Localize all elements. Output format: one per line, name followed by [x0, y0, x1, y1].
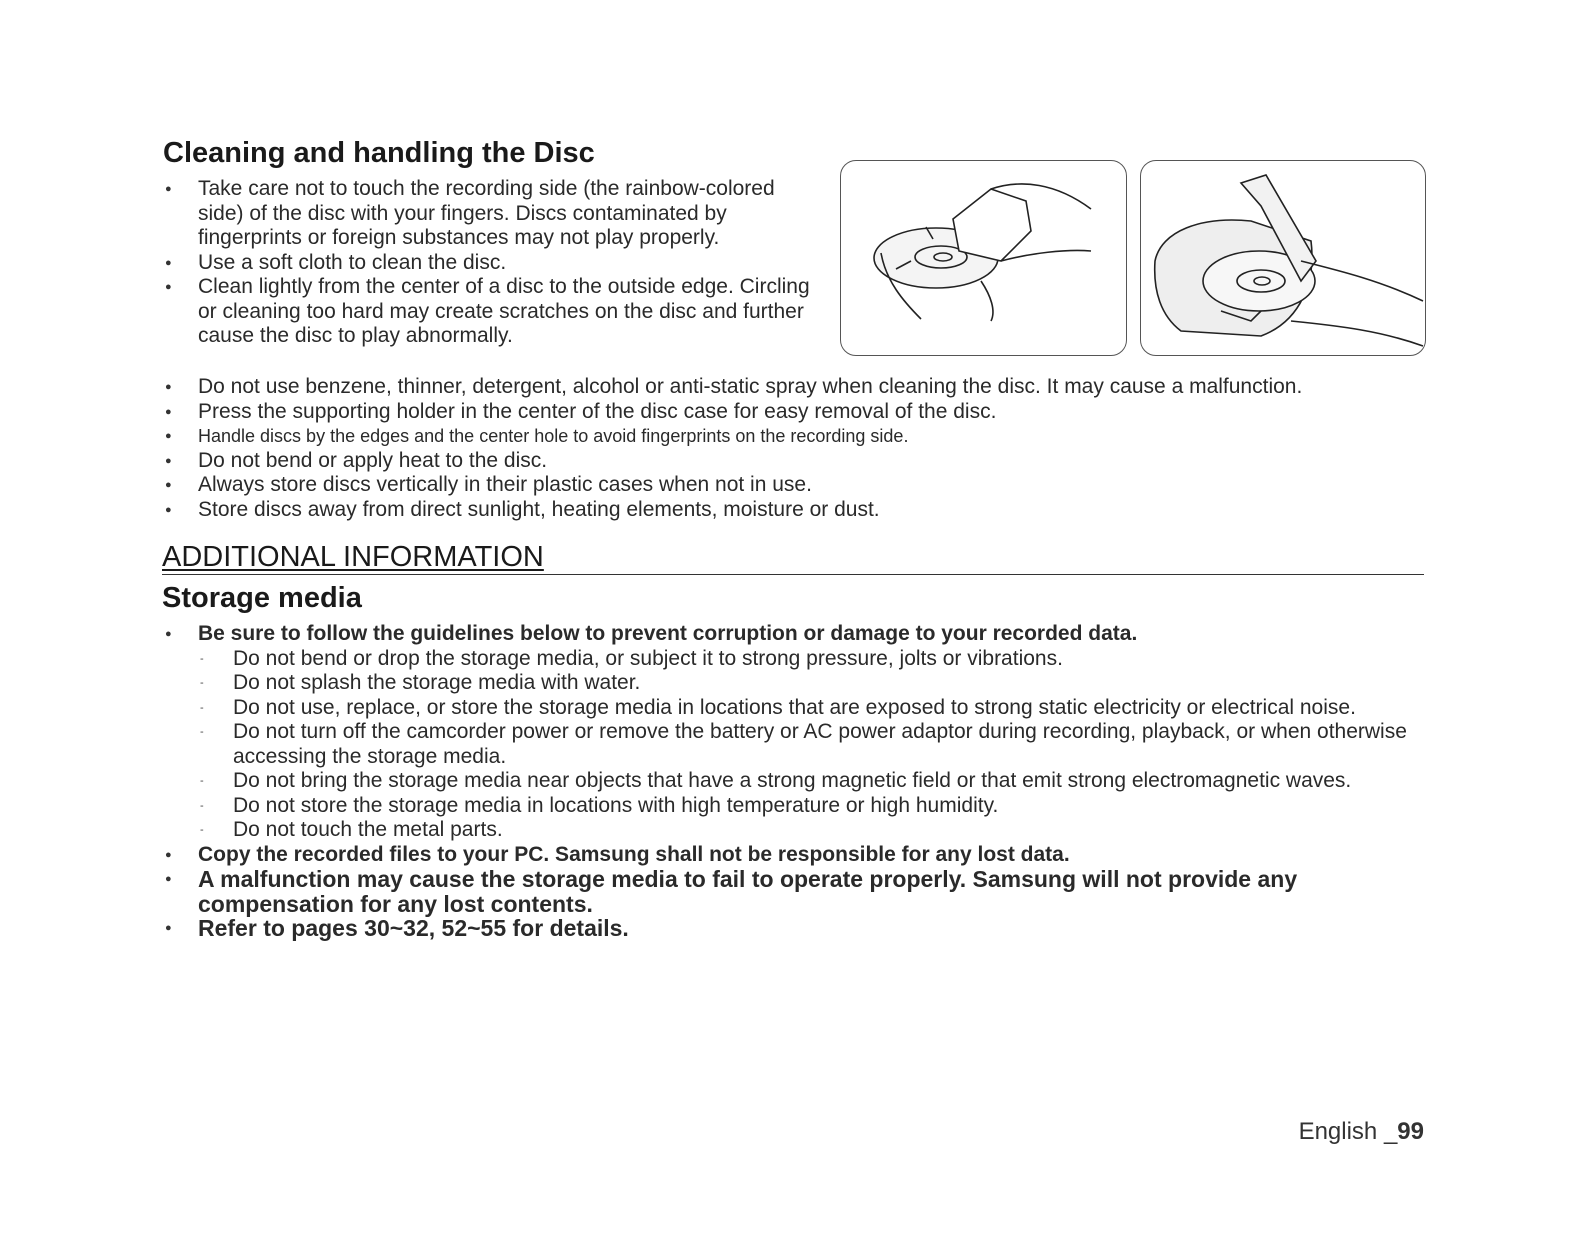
bullet-item: ● Store discs away from direct sunlight, heating elements, moisture or dust.	[163, 498, 1453, 523]
cleaning-bullet-list-rest	[163, 375, 1453, 522]
bullet-item: ● Press the supporting holder in the center of the disc case for easy removal of the disc.	[163, 400, 1453, 425]
guideline-item: - Do not use, replace, or store the storage media in locations that are exposed to strong static electricity or electrical noise.	[198, 696, 1433, 721]
section-title-cleaning: Cleaning and handling the Disc	[163, 137, 595, 169]
bullet-item: ● Always store discs vertically in their plastic cases when not in use.	[163, 473, 1453, 498]
cleaning-bullet-list-top	[163, 177, 818, 349]
right-hand-line	[981, 281, 993, 321]
note-bullet: ● Copy the recorded files to your PC. Samsung shall not be responsible for any lost data.	[163, 843, 1433, 868]
disc-removal-drawing	[1141, 161, 1425, 355]
illustration-disc-removal	[1140, 160, 1426, 356]
guideline-item: - Do not bend or drop the storage media, or subject it to strong pressure, jolts or vibrations.	[198, 647, 1433, 672]
guideline-lead: Be sure to follow the guidelines below to prevent corruption or damage to your recorded data.	[198, 622, 1138, 645]
note-bullet: ● Refer to pages 30~32, 52~55 for details.	[163, 916, 1433, 941]
footer-language: English _	[1298, 1118, 1398, 1145]
illustration-disc-cleaning	[840, 160, 1127, 356]
disc-cleaning-drawing	[841, 161, 1126, 355]
guideline-bullet	[163, 622, 1433, 843]
chapter-band	[162, 541, 1424, 575]
bullet-item: ● Do not use benzene, thinner, detergent, alcohol or anti-static spray when cleaning the disc. It may cause a malfunction.	[163, 375, 1453, 400]
guideline-item: - Do not touch the metal parts.	[198, 818, 1433, 843]
hand-lower-line	[1001, 250, 1091, 261]
chapter-title: ADDITIONAL INFORMATION	[162, 541, 544, 573]
bullet-item: ● Do not bend or apply heat to the disc.	[163, 449, 1453, 474]
bullet-item: ● Use a soft cloth to clean the disc.	[163, 251, 818, 276]
guideline-item: - Do not turn off the camcorder power or remove the battery or AC power adaptor during recording, playback, or when otherwise accessing the storage media.	[198, 720, 1433, 769]
cloth-shape	[953, 189, 1031, 261]
storage-bullet-list	[163, 622, 1433, 941]
page-footer	[1299, 1118, 1424, 1146]
guideline-list	[198, 647, 1433, 843]
section-title-storage: Storage media	[162, 582, 362, 614]
bullet-item: ● Clean lightly from the center of a disc to the outside edge. Circling or cleaning too hard may create scratches on the disc and further cause the disc to play abnormally.	[163, 275, 818, 349]
hand-line-upper	[1301, 261, 1423, 301]
guideline-item: - Do not splash the storage media with water.	[198, 671, 1433, 696]
note-bullet: ● A malfunction may cause the storage media to fail to operate properly. Samsung will not provide any compensation for any lost contents.	[163, 867, 1433, 916]
bullet-item: ● Handle discs by the edges and the center hole to avoid fingerprints on the recording side.	[163, 424, 1453, 449]
guideline-item: - Do not store the storage media in locations with high temperature or high humidity.	[198, 794, 1433, 819]
guideline-item: - Do not bring the storage media near objects that have a strong magnetic field or that emit strong electromagnetic waves.	[198, 769, 1433, 794]
page-number: 99	[1397, 1118, 1424, 1145]
hand-line-lower	[1291, 321, 1423, 346]
bullet-item: ● Take care not to touch the recording side (the rainbow-colored side) of the disc with your fingers. Discs contaminated by fingerprints or foreign substances may not play properly.	[163, 177, 818, 251]
